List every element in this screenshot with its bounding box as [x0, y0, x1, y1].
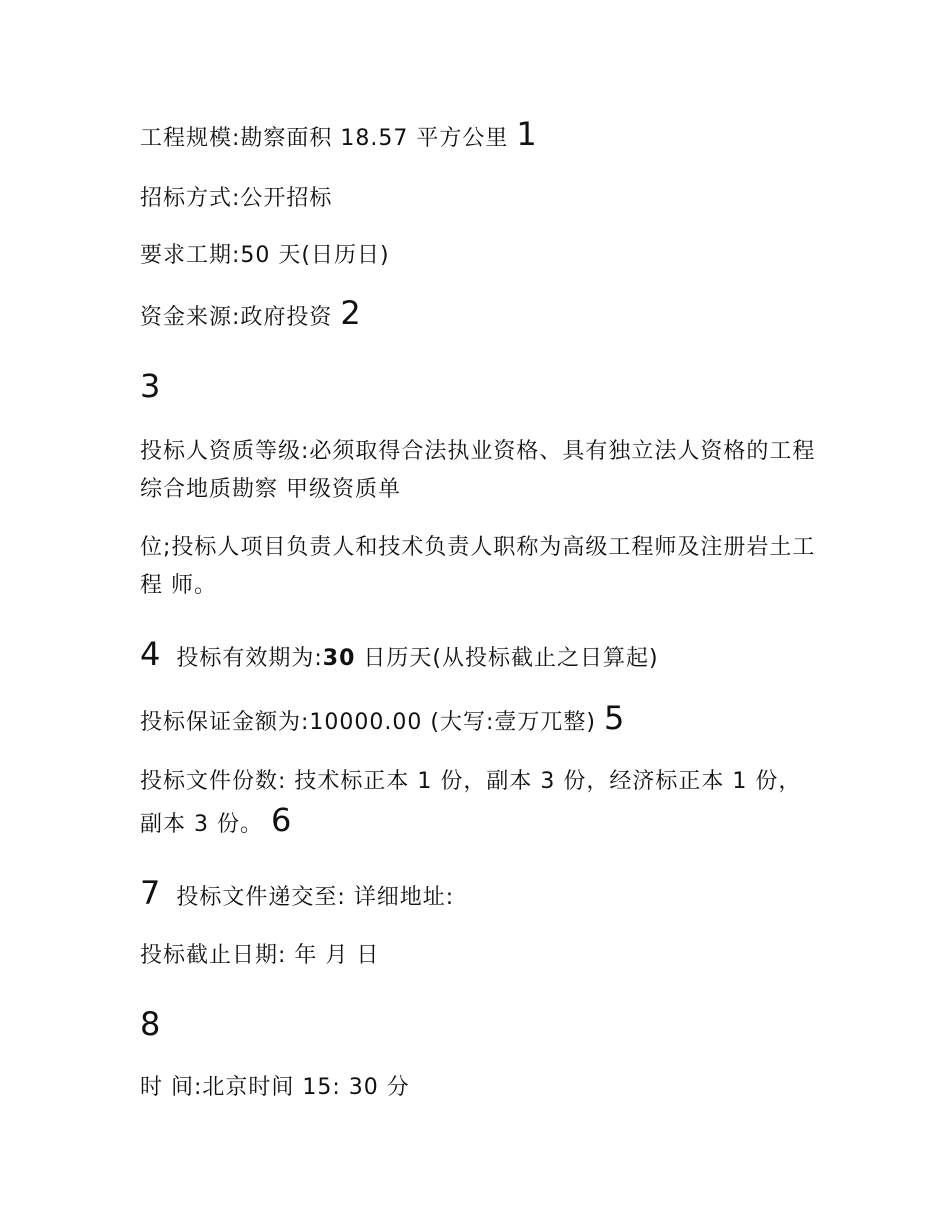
- funding-line: [140, 295, 820, 336]
- deadline-line: [140, 938, 820, 974]
- bid-method-text: 招标方式:公开招标: [140, 186, 333, 211]
- copies-text: 投标文件份数: 技术标正本 1 份，副本 3 份，经济标正本 1 份，副本 3 份。: [140, 769, 802, 837]
- item-number-1: 1: [516, 115, 537, 153]
- submission-text: 投标文件递交至: 详细地址:: [176, 885, 455, 910]
- bid-method-line: [140, 181, 820, 217]
- project-scale-line: [140, 116, 820, 157]
- copies-paragraph: [140, 763, 820, 844]
- project-scale-text: 工程规模:勘察面积 18.57 平方公里: [140, 126, 509, 151]
- validity-days: 30: [322, 646, 356, 671]
- validity-suffix: 日历天(从投标截止之日算起): [363, 646, 659, 671]
- item-number-2: 2: [340, 294, 361, 332]
- duration-line: [140, 238, 820, 274]
- validity-prefix: 投标有效期为:: [176, 646, 323, 671]
- time-line: [140, 1070, 820, 1106]
- bond-line: [140, 700, 820, 741]
- submission-line: [140, 875, 820, 916]
- qualification-paragraph-a: [140, 433, 820, 509]
- validity-line: [140, 636, 820, 677]
- item-number-4: 4: [140, 635, 161, 673]
- qualification-text-a: 投标人资质等级:必须取得合法执业资格、具有独立法人资格的工程综合地质勘察 甲级资质单: [140, 439, 816, 502]
- item-number-8: 8: [140, 1005, 161, 1043]
- qualification-paragraph-b: [140, 529, 820, 605]
- deadline-text: 投标截止日期: 年 月 日: [140, 943, 380, 968]
- section-8-line: [140, 1006, 820, 1047]
- item-number-3: 3: [140, 367, 161, 405]
- duration-text: 要求工期:50 天(日历日): [140, 243, 390, 268]
- item-number-7: 7: [140, 874, 161, 912]
- section-3-line: [140, 368, 820, 409]
- item-number-5: 5: [603, 699, 625, 737]
- funding-text: 资金来源:政府投资: [140, 305, 333, 330]
- item-number-6: 6: [270, 801, 292, 839]
- bond-text: 投标保证金额为:10000.00 (大写:壹万兀整): [140, 710, 596, 735]
- qualification-text-b: 位;投标人项目负责人和技术负责人职称为高级工程师及注册岩土工程 师。: [140, 535, 816, 598]
- time-text: 时 间:北京时间 15: 30 分: [140, 1075, 410, 1100]
